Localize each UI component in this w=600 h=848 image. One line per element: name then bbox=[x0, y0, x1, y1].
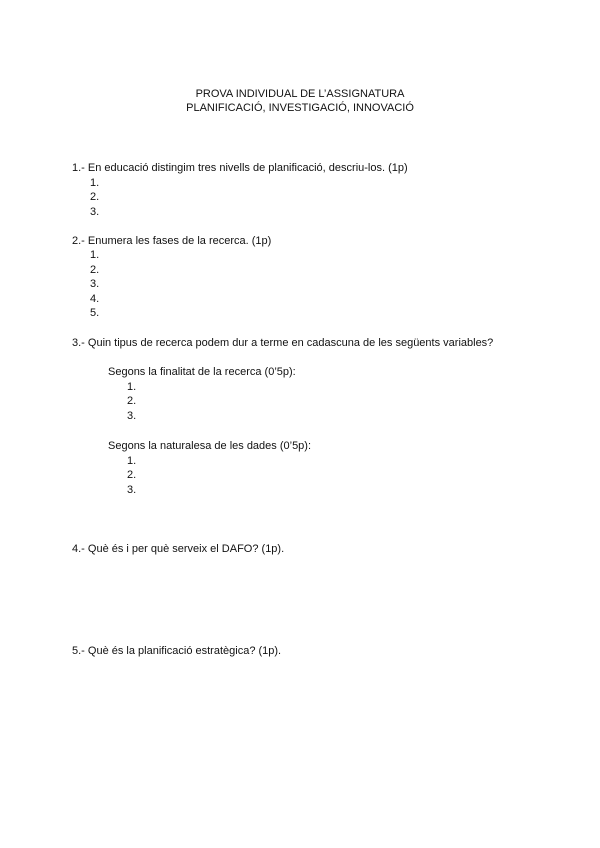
answer-line: 2. bbox=[127, 469, 137, 481]
answer-line: 3. bbox=[90, 206, 100, 218]
question-5: 5.- Què és la planificació estratègica? (1p). bbox=[72, 645, 282, 657]
answer-line: 2. bbox=[90, 191, 100, 203]
answer-line: 3. bbox=[127, 410, 137, 422]
answer-line: 3. bbox=[90, 278, 100, 290]
question-3: 3.- Quin tipus de recerca podem dur a terme en cadascuna de les següents variables? bbox=[72, 337, 494, 349]
question-1: 1.- En educació distingim tres nivells de planificació, descriu-los. (1p) bbox=[72, 162, 408, 174]
question-3-subsection-2: Segons la naturalesa de les dades (0’5p): bbox=[108, 440, 312, 452]
answer-line: 1. bbox=[90, 249, 100, 261]
answer-line: 1. bbox=[127, 455, 137, 467]
answer-line: 2. bbox=[127, 395, 137, 407]
answer-line: 1. bbox=[127, 381, 137, 393]
answer-line: 2. bbox=[90, 264, 100, 276]
answer-line: 5. bbox=[90, 307, 100, 319]
exam-title-line-1: PROVA INDIVIDUAL DE L’ASSIGNATURA bbox=[195, 88, 405, 100]
answer-line: 1. bbox=[90, 177, 100, 189]
question-3-subsection-1: Segons la finalitat de la recerca (0’5p): bbox=[108, 366, 296, 378]
answer-line: 4. bbox=[90, 293, 100, 305]
question-2: 2.- Enumera les fases de la recerca. (1p) bbox=[72, 235, 272, 247]
exam-title-line-2: PLANIFICACIÓ, INVESTIGACIÓ, INNOVACIÓ bbox=[186, 102, 414, 114]
answer-line: 3. bbox=[127, 484, 137, 496]
question-4: 4.- Què és i per què serveix el DAFO? (1p). bbox=[72, 543, 285, 555]
